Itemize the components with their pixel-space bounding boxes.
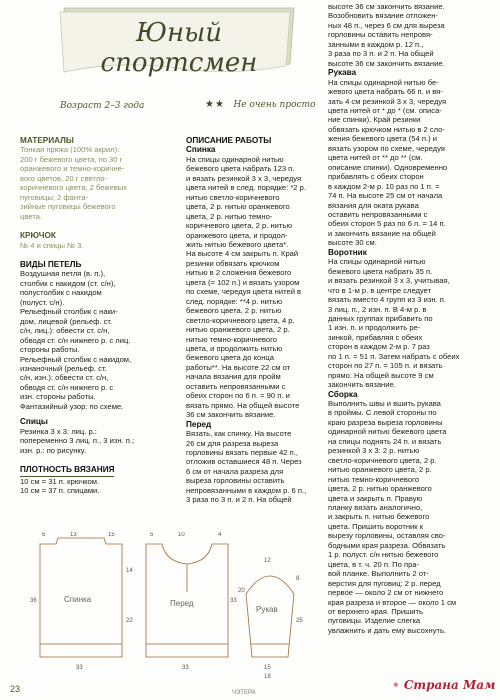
sleeve-line: оставить непровязанными с bbox=[328, 209, 428, 219]
needles-text bbox=[20, 427, 170, 455]
density-text bbox=[20, 477, 170, 496]
collar-line: 1 изн. п. и продолжить ре- bbox=[328, 323, 421, 333]
site-logo: • Страна Мам bbox=[392, 678, 496, 692]
dim-sleeve-0: 12 bbox=[264, 558, 271, 564]
assembly-line: бодными края разреза. Обвязать bbox=[328, 540, 446, 550]
front-cont-line: высоте 36 см закончить вязание. bbox=[328, 2, 445, 11]
column-materials bbox=[20, 136, 170, 495]
front-line: выреза горловины оставить bbox=[186, 476, 285, 486]
loops-line: с/н, лиц.): обвести ст. с/н, bbox=[20, 326, 110, 336]
hook-text: № 4 и спицы № 3. bbox=[20, 240, 84, 250]
back-line: нитью в 2 сложения бежевого bbox=[186, 268, 292, 278]
dim-back-0: 5 bbox=[42, 532, 46, 538]
assembly-line: вой планке. Выполнить 2 от- bbox=[328, 569, 429, 579]
collar-line: сторон по 27 п. = 105 п. и вязать bbox=[328, 361, 443, 371]
front-continued-text bbox=[328, 2, 466, 68]
loops-text bbox=[20, 269, 170, 411]
front-cont-line: Возобновить вязание отложен- bbox=[328, 11, 438, 21]
loops-line: полустолбик с накидом bbox=[20, 288, 102, 298]
back-line: по схеме, чередуя цвета нитей в bbox=[186, 287, 302, 297]
assembly-line: нитью оранжевого цвета, 2 р. bbox=[328, 465, 432, 475]
loops-line: Рельефный столбик с наки- bbox=[20, 307, 118, 317]
dim-front-1: 10 bbox=[178, 532, 185, 538]
assembly-line: цвета, 2 р. нитью оранжевого bbox=[328, 484, 432, 494]
assembly-line: в проймы. С левой стороны по bbox=[328, 408, 437, 418]
assembly-line: от верхнего края. Пришить bbox=[328, 607, 423, 616]
collar-line: На спицы одинарной нитью bbox=[328, 257, 426, 267]
sleeve-line: цвета нитей от ** до ** (см. bbox=[328, 153, 423, 163]
back-line: 36 см закончить вязание. bbox=[186, 410, 276, 420]
hook-heading: КРЮЧОК bbox=[20, 231, 56, 241]
assembly-line: планку вязать аналогично, bbox=[328, 503, 423, 513]
loops-line: Фантазийный узор: по схеме. bbox=[20, 401, 124, 411]
loops-line: дом, лицевой (рельеф. ст. bbox=[20, 316, 113, 326]
back-line: след. порядке: **4 р. нитью bbox=[186, 296, 283, 306]
back-line: бежевого цвета, 2 р. нитью bbox=[186, 306, 282, 316]
sleeve-line: обвязать крючком нитью в 2 сло- bbox=[328, 124, 445, 134]
sleeve-line: ние спинки). Край резинки bbox=[328, 115, 421, 125]
density-line: 10 см = 31 п. крючком. bbox=[20, 476, 100, 486]
assembly-line: одинарной нитью бежевого цвета bbox=[328, 427, 447, 437]
materials-text bbox=[20, 145, 170, 221]
collar-line: сторон в каждом 2-м р. 7 раз bbox=[328, 342, 430, 352]
page-number: 23 bbox=[10, 684, 21, 694]
collar-line: что в 1-м р. в центре следует bbox=[328, 285, 432, 295]
collar-text bbox=[328, 257, 466, 389]
sleeve-line: высоте 30 см. bbox=[328, 238, 377, 248]
collar-line: 3 лиц. п., 2 изн. п. В 4-м р. в bbox=[328, 304, 427, 314]
assembly-line: увлажнить и дать ему высохнуть. bbox=[328, 625, 447, 635]
assembly-line: цвета и закрыть п. Правую bbox=[328, 493, 423, 503]
sleeve-diagram bbox=[238, 558, 303, 680]
materials-line: коричневого цвета; 2 бежевых bbox=[20, 183, 128, 193]
assembly-line: цвета. Пришить воротник к bbox=[328, 521, 424, 531]
sleeve-line: описание спинки). Одновременно bbox=[328, 162, 448, 172]
back-line: цвета, и продолжить нитью bbox=[186, 343, 283, 353]
sleeve-label: Рукав bbox=[256, 605, 278, 614]
assembly-line: края разреза и второе — около 1 см bbox=[328, 597, 457, 607]
front-line: 6 см от начала разреза для bbox=[186, 466, 284, 476]
collar-heading: Воротник bbox=[328, 247, 367, 257]
assembly-line: верстия для пуговиц: 2 р. перед bbox=[328, 578, 441, 588]
title-banner bbox=[54, 4, 304, 84]
back-line: начала вязания для пройм bbox=[186, 372, 281, 382]
dim-back-6: 22 bbox=[126, 618, 133, 624]
difficulty-stars-icon: ★★ bbox=[205, 99, 225, 110]
collar-line: вязать вместо 4 групп из 3 изн. п. bbox=[328, 295, 446, 305]
sleeve-line: вязания для оката рукава bbox=[328, 200, 419, 210]
dim-sleeve-2: 25 bbox=[296, 618, 303, 624]
materials-line: оранжевого и темно-коричне- bbox=[20, 164, 125, 174]
dim-back-5: 14 bbox=[126, 568, 133, 574]
back-line: и вязать резинкой 3 х 3, чередуя bbox=[186, 173, 302, 183]
page-title: Юный спортсмен bbox=[100, 18, 258, 78]
sleeve-line: прибавлять с обеих сторон bbox=[328, 172, 424, 182]
collar-line: прямо. На общей высоте 9 см bbox=[328, 370, 434, 380]
back-line: светло-коричневого цвета, 4 р. bbox=[186, 315, 295, 325]
back-line: цвета нитей в след. порядке: *2 р. bbox=[186, 183, 306, 193]
needles-line: Резинка 3 х 3: лиц. р.: bbox=[20, 426, 97, 436]
sleeve-line: цвета нитей от * до * (см. описа- bbox=[328, 105, 442, 115]
difficulty-label bbox=[205, 99, 316, 110]
sleeve-line: жения бежевого цвета (54 п.) и bbox=[328, 134, 437, 144]
back-heading: Спинка bbox=[186, 145, 216, 155]
loops-line: Воздушная петля (в. п.), bbox=[20, 269, 106, 279]
collar-line: зинкой, прибавляя с обеих bbox=[328, 332, 423, 342]
dim-back-4: 36 bbox=[30, 598, 37, 604]
dim-front-3: 33 bbox=[182, 665, 189, 671]
assembly-line: первое — около 2 см от нижнего bbox=[328, 588, 444, 598]
collar-line: по 1 п. = 51 п. Затем набрать с обеих bbox=[328, 351, 460, 361]
assembly-line: краю разреза выреза горловины bbox=[328, 417, 443, 427]
description-heading: ОПИСАНИЕ РАБОТЫ bbox=[186, 136, 272, 145]
assembly-line: цвета, в т. ч. 20 п. По пра- bbox=[328, 559, 420, 569]
sleeve-line: и закончить вязание на общей bbox=[328, 228, 436, 238]
collar-line: данных группах прибавить по bbox=[328, 313, 433, 323]
loops-line: изн. стороны работы. bbox=[20, 392, 96, 402]
needles-heading: Спицы bbox=[20, 417, 48, 427]
dim-sleeve-1: 8 bbox=[296, 576, 300, 582]
dim-back-2: 15 bbox=[108, 532, 115, 538]
back-line: оранжевого цвета, и продол- bbox=[186, 230, 288, 240]
loops-line: с/н, изн.): обвести ст. с/н, bbox=[20, 373, 109, 383]
collar-line: закончить вязание. bbox=[328, 380, 396, 390]
back-diagram bbox=[30, 532, 133, 671]
front-cont-line: высоте 36 см закончить вязание. bbox=[328, 58, 445, 68]
assembly-line: и закрыть п. нитью бежевого bbox=[328, 512, 430, 522]
front-cont-line: горловины оставить непровя- bbox=[328, 30, 433, 40]
back-line: работы**. На высоте 22 см от bbox=[186, 362, 291, 372]
loops-line: Рельефный столбик с накидом, bbox=[20, 354, 132, 364]
assembly-line: светло-коричневого цвета, 2 р. bbox=[328, 455, 437, 465]
back-line: вязать прямо. На общей высоте bbox=[186, 400, 300, 410]
back-line: На спицы одинарной нитью bbox=[186, 154, 284, 164]
back-line: оставить непровязанными с bbox=[186, 381, 286, 391]
dim-front-0: 5 bbox=[150, 532, 154, 538]
front-heading: Перед bbox=[186, 419, 212, 429]
back-line: цвета (= 102 п.) и вязать узором bbox=[186, 277, 300, 287]
front-line: 3 раза по 3 п. и 2 п. На общей bbox=[186, 495, 292, 505]
front-line: непровязанными в каждом р. 6 п., bbox=[186, 485, 307, 495]
loops-line: (полуст. с/н). bbox=[20, 297, 65, 307]
sleeve-heading: Рукава bbox=[328, 68, 357, 78]
dim-sleeve-3: 15 bbox=[264, 665, 271, 671]
back-label: Спинка bbox=[64, 595, 92, 604]
back-line: нитью темно-коричневого bbox=[186, 334, 277, 344]
front-cont-line: 3 раза по 3 п. и 2 п. На общей bbox=[328, 49, 434, 59]
loops-line: обводя ст. с/н нижнего р. с bbox=[20, 382, 114, 392]
sleeve-line: жевого цвета набрать 66 п. и вя- bbox=[328, 87, 443, 97]
assembly-heading: Сборка bbox=[328, 389, 358, 399]
back-line: резинки обвязать крючком bbox=[186, 258, 280, 268]
back-text bbox=[186, 155, 310, 420]
back-line: цвета, 2 р. нитью темно- bbox=[186, 211, 273, 221]
collar-line: бежевого цвета набрать 35 п. bbox=[328, 266, 433, 276]
assembly-text bbox=[328, 399, 466, 635]
dim-back-1: 13 bbox=[70, 532, 77, 538]
front-line: 26 см для разреза выреза bbox=[186, 438, 279, 448]
materials-line: цвета. bbox=[20, 211, 42, 221]
back-line: бежевого цвета набрать 123 п. bbox=[186, 164, 295, 174]
front-label: Перед bbox=[170, 599, 194, 608]
materials-heading: МАТЕРИАЛЫ bbox=[20, 136, 74, 145]
back-line: цвета, 2 р. нитью оранжевого bbox=[186, 202, 290, 212]
back-line: бежевого цвета до конца bbox=[186, 353, 274, 363]
sleeve-line: 74 п. На высоте 25 см от начала bbox=[328, 191, 443, 201]
sleeve-line: вязать узором по схеме, чередуя bbox=[328, 143, 445, 153]
assembly-line: на спицы поднять 24 п. и вязать bbox=[328, 436, 442, 446]
assembly-line: вырезу горловины, оставляя сво- bbox=[328, 531, 446, 541]
back-line: На высоте 4 см закрыть п. Край bbox=[186, 249, 299, 259]
dim-front-2: 4 bbox=[218, 532, 222, 538]
back-line: жить нитью бежевого цвета*. bbox=[186, 239, 289, 249]
dim-sleeve-5: 18 bbox=[264, 674, 271, 680]
assembly-line: Выполнить швы и вшить рукава bbox=[328, 399, 441, 409]
back-line: нитью оранжевого цвета, 2 р. bbox=[186, 325, 290, 335]
pattern-diagrams bbox=[18, 532, 318, 682]
materials-line: вого цветов, 20 г светло- bbox=[20, 173, 107, 183]
loops-line: столбик с накидом (ст. с/н), bbox=[20, 278, 116, 288]
column-description bbox=[186, 136, 310, 505]
difficulty-text: Не очень просто bbox=[233, 100, 316, 110]
dim-sleeve-4: 20 bbox=[238, 588, 245, 594]
loops-heading: ВИДЫ ПЕТЕЛЬ bbox=[20, 259, 82, 269]
materials-line: Тонкая пряжа (100% акрил): bbox=[20, 145, 120, 155]
back-line: нитью светло-коричневого bbox=[186, 192, 280, 202]
source-watermark: ЧЭТЕРА bbox=[232, 690, 256, 696]
sleeve-line: обеих сторон 5 раз по 6 п. = 14 п. bbox=[328, 219, 446, 229]
sleeve-line: На спицы одинарной нитью бе- bbox=[328, 77, 439, 87]
assembly-line: резинкой 3 х 3: 2 р. нитью bbox=[328, 446, 420, 456]
age-label: Возраст 2–3 года bbox=[60, 101, 145, 111]
density-heading: ПЛОТНОСТЬ ВЯЗАНИЯ bbox=[20, 465, 170, 476]
sleeve-line: зать 4 см резинкой 3 х 3, чередуя bbox=[328, 96, 447, 106]
front-cont-line: занными в каждом р. 12 п., bbox=[328, 39, 424, 49]
loops-line: изнаночный (рельеф. ст. bbox=[20, 363, 107, 373]
needles-line: попеременно 3 лиц. п., 3 изн. п.; bbox=[20, 436, 135, 446]
loops-line: обводя ст. с/н нижнего р. с лиц. bbox=[20, 335, 131, 345]
materials-line: 200 г бежевого цвета, по 30 г bbox=[20, 154, 123, 164]
collar-line: и вязать резинкой 3 х 3, учитывая, bbox=[328, 276, 450, 286]
materials-line: зийные пуговицы бежевого bbox=[20, 202, 116, 212]
loops-line: стороны работы. bbox=[20, 345, 80, 355]
assembly-line: нитью темно-коричневого bbox=[328, 474, 419, 484]
front-text bbox=[186, 429, 310, 505]
front-line: Вязать, как спинку. На высоте bbox=[186, 429, 292, 439]
dim-front-4: 33 bbox=[230, 598, 237, 604]
assembly-line: пуговицы. Изделие слегка bbox=[328, 616, 421, 626]
front-line: горловины вязать первые 42 п., bbox=[186, 447, 298, 457]
dim-back-3: 33 bbox=[76, 665, 83, 671]
back-line: коричневого цвета, 2 р. нитью bbox=[186, 221, 293, 231]
sleeve-text bbox=[328, 78, 466, 248]
front-line: отложив оставшиеся 48 п. Через bbox=[186, 457, 302, 467]
back-line: обеих сторон по 6 п. = 90 п. и bbox=[186, 391, 290, 401]
column-continued bbox=[328, 2, 466, 635]
sleeve-line: в каждом 2-м р. 10 раз по 1 п. = bbox=[328, 181, 440, 191]
front-diagram bbox=[146, 532, 237, 671]
assembly-line: 1 р. полуст. с/н нитью бежевого bbox=[328, 550, 439, 560]
needles-line: изн. р.: по рисунку. bbox=[20, 445, 86, 455]
materials-line: пуговицы; 2 фанта- bbox=[20, 192, 89, 202]
density-line: 10 см = 37 п. спицами. bbox=[20, 485, 100, 495]
front-cont-line: ных 48 п., через 6 см для выреза bbox=[328, 20, 445, 30]
